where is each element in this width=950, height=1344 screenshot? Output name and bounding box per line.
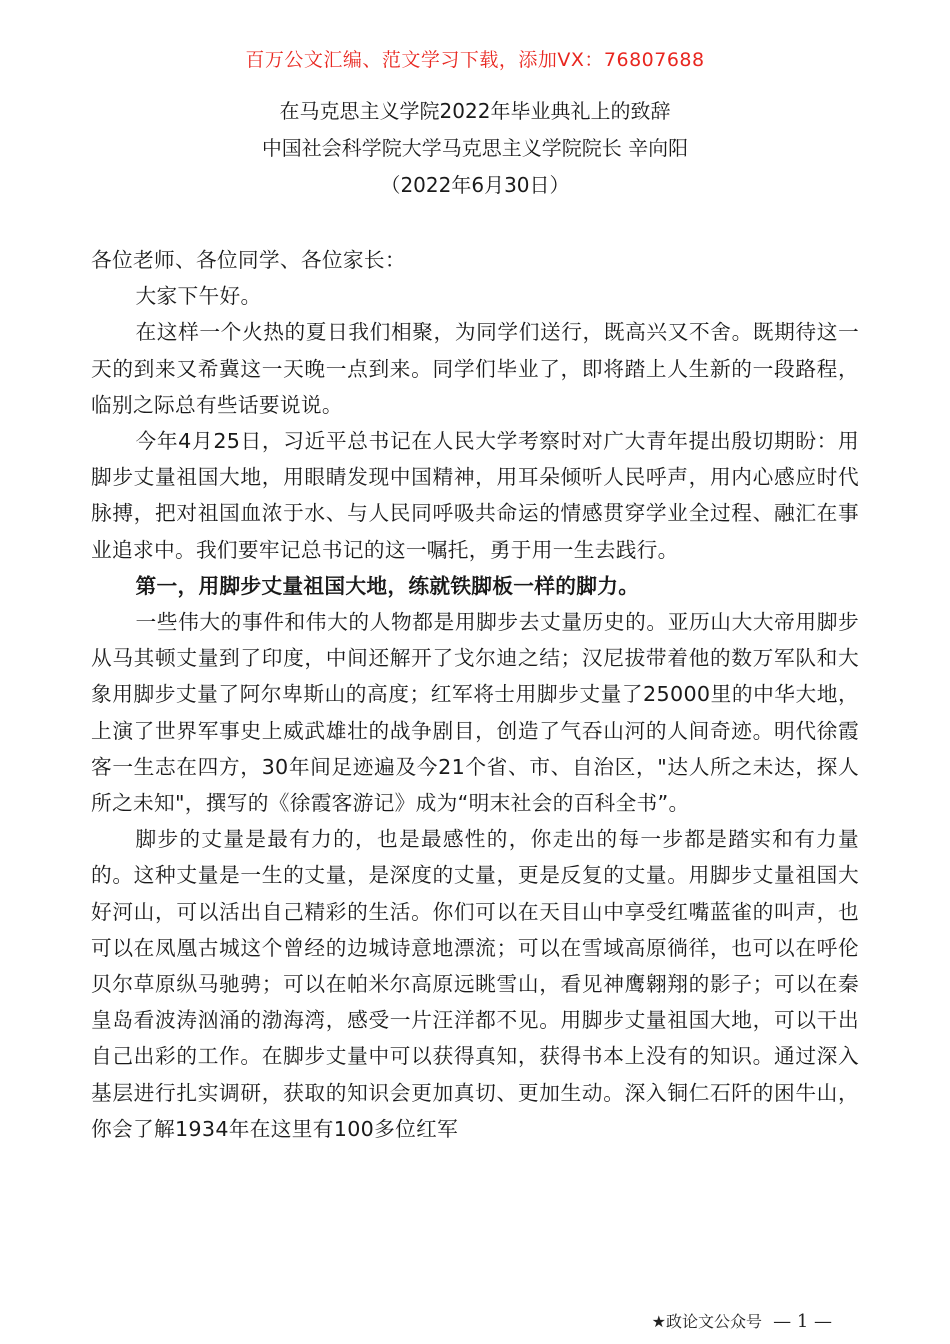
document-date: （2022年6月30日） bbox=[380, 173, 570, 197]
section-heading: 第一，用脚步丈量祖国大地，练就铁脚板一样的脚力。 bbox=[135, 573, 640, 598]
paragraph: 脚步的丈量是最有力的，也是最感性的，你走出的每一步都是踏实和有力量的。这种丈量是一生的丈量，是深度的丈量，更是反复的丈量。用脚步丈量祖国大好河山，可以活出自己精彩的生活。你们可以在天目山中享受红嘴蓝雀的叫声，也可以在凤凰古城这个曾经的边城诗意地漂流；可以在雪域高原徜徉，也可以在呼伦贝尔草原纵马驰骋；可以在帕米尔高原远眺雪山，看见神鹰翱翔的影子；可以在秦皇岛看波涛汹涌的渤海湾，感受一片汪洋都不见。用脚步丈量祖国大地，可以干出自己出彩的工作。在脚步丈量中可以获得真知，获得书本上没有的知识。通过深入基层进行扎实调研，获取的知识会更加真切、更加生动。深入铜仁石阡的困牛山，你会了解1934年在这里有100多位红军 bbox=[91, 827, 859, 1141]
page-footer bbox=[652, 1310, 832, 1334]
page-number: — 1 — bbox=[773, 1311, 832, 1332]
paragraph: 大家下午好。 bbox=[135, 284, 262, 309]
paragraph: 一些伟大的事件和伟大的人物都是用脚步去丈量历史的。亚历山大大帝用脚步从马其顿丈量到了印度，中间还解开了戈尔迪之结；汉尼拔带着他的数万军队和大象用脚步丈量了阿尔卑斯山的高度；红军将士用脚步丈量了25000里的中华大地，上演了世界军事史上威武雄壮的战争剧目，创造了气吞山河的人间奇迹。明代徐霞客一生志在四方，30年间足迹遍及今21个省、市、自治区，"达人所之未达，探人所之未知"，撰写的《徐霞客游记》成为“明末社会的百科全书”。 bbox=[91, 610, 859, 816]
footer-source: ★政论文公众号 bbox=[651, 1312, 762, 1331]
banner-watermark: 百万公文汇编、范文学习下载，添加VX：76807688 bbox=[245, 49, 705, 71]
paragraph: 在这样一个火热的夏日我们相聚，为同学们送行，既高兴又不舍。既期待这一天的到来又希冀这一天晚一点到来。同学们毕业了，即将踏上人生新的一段路程，临别之际总有些话要说说。 bbox=[91, 320, 859, 417]
document-author: 中国社会科学院大学马克思主义学院院长 辛向阳 bbox=[261, 136, 689, 160]
document-header bbox=[0, 93, 950, 204]
document-title: 在马克思主义学院2022年毕业典礼上的致辞 bbox=[279, 99, 671, 123]
document-body bbox=[91, 242, 859, 1147]
salutation: 各位老师、各位同学、各位家长： bbox=[91, 248, 406, 272]
paragraph: 今年4月25日，习近平总书记在人民大学考察时对广大青年提出殷切期盼：用脚步丈量祖国大地，用眼睛发现中国精神，用耳朵倾听人民呼声，用内心感应时代脉搏，把对祖国血浓于水、与人民同呼吸共命运的情感贯穿学业全过程、融汇在事业追求中。我们要牢记总书记的这一嘱托，勇于用一生去践行。 bbox=[91, 429, 859, 562]
